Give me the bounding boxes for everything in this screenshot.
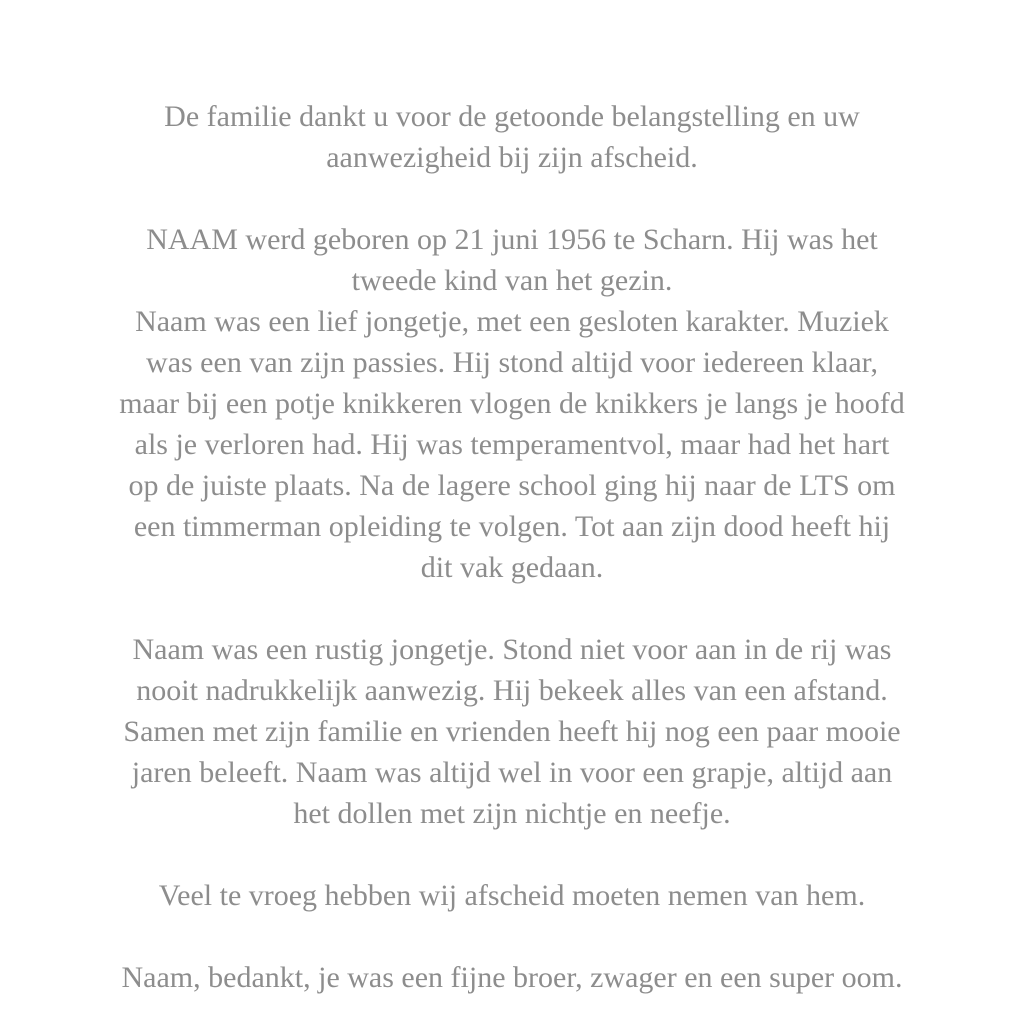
text-line: Naam was een rustig jongetje. Stond niet voor aan in de rij was bbox=[132, 633, 892, 666]
paragraph-childhood bbox=[0, 301, 1024, 588]
text-line: was een van zijn passies. Hij stond altijd voor iedereen klaar, bbox=[146, 346, 878, 379]
text-line: Samen met zijn familie en vrienden heeft hij nog een paar mooie bbox=[123, 715, 901, 748]
paragraph-farewell bbox=[0, 875, 1024, 916]
text-line: een timmerman opleiding te volgen. Tot aan zijn dood heeft hij bbox=[133, 510, 891, 543]
text-line: dit vak gedaan. bbox=[420, 551, 604, 584]
text-line: tweede kind van het gezin. bbox=[351, 264, 673, 297]
text-line: nooit nadrukkelijk aanwezig. Hij bekeek alles van een afstand. bbox=[136, 674, 888, 707]
text-line: aanwezigheid bij zijn afscheid. bbox=[326, 141, 698, 174]
text-line: als je verloren had. Hij was temperamentvol, maar had het hart bbox=[134, 428, 890, 461]
paragraph-character bbox=[0, 629, 1024, 834]
paragraph-birth bbox=[0, 219, 1024, 301]
paragraph-closing bbox=[0, 957, 1024, 998]
text-line: NAAM werd geboren op 21 juni 1956 te Scharn. Hij was het bbox=[146, 223, 878, 256]
text-line: De familie dankt u voor de getoonde belangstelling en uw bbox=[164, 100, 860, 133]
text-line: maar bij een potje knikkeren vlogen de knikkers je langs je hoofd bbox=[119, 387, 905, 420]
text-line: op de juiste plaats. Na de lagere school ging hij naar de LTS om bbox=[128, 469, 896, 502]
text-line: Naam was een lief jongetje, met een gesloten karakter. Muziek bbox=[135, 305, 889, 338]
paragraph-thanks bbox=[0, 96, 1024, 178]
text-line: Veel te vroeg hebben wij afscheid moeten nemen van hem. bbox=[158, 879, 866, 912]
text-line: het dollen met zijn nichtje en neefje. bbox=[293, 797, 731, 830]
text-line: Naam, bedankt, je was een fijne broer, zwager en een super oom. bbox=[121, 961, 903, 994]
text-line: jaren beleeft. Naam was altijd wel in voor een grapje, altijd aan bbox=[131, 756, 893, 789]
